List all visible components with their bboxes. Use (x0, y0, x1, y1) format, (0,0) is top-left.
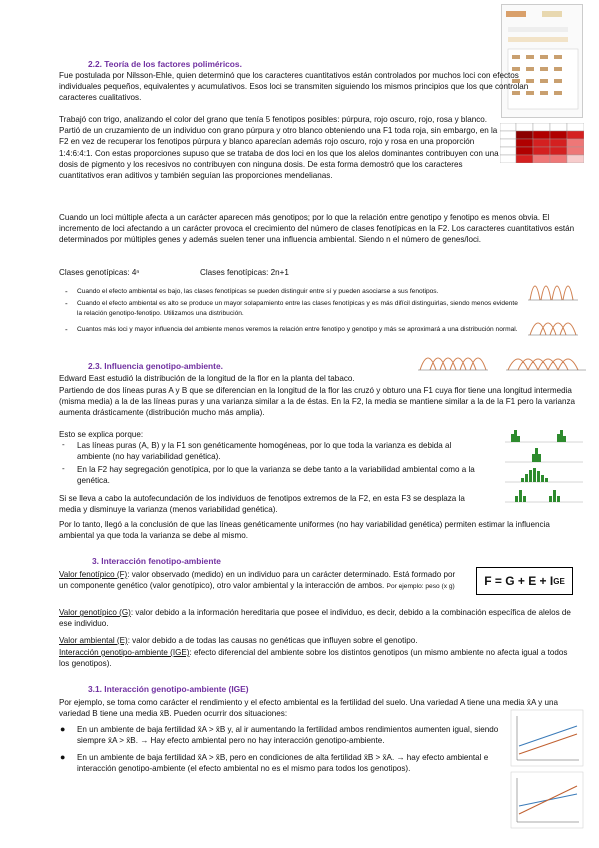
bullet-high-environment: Cuando el efecto ambiental es alto se produce un mayor solapamiento entre las clases fenotípicas y es más difícil distinguirlas, siendo menos evidente la relación genotipo-fenotipo. Utilizamos una distribución. (77, 300, 518, 317)
curves-svg-1 (528, 270, 578, 302)
distribution-curves-figure-1 (528, 270, 578, 302)
example-weight: Por ejemplo: peso (x g) (386, 583, 455, 591)
def-text-e: : valor debido a de todas las causas no genéticas que influyen sobre el genotipo. (127, 636, 418, 645)
def-text-f: : valor observado (medido) en un individuo para un carácter determinado. Está formado por un componente genético (valor genotípico), otro valor ambiental y la interacción de ambos. (59, 570, 456, 591)
def-term-f: Valor fenotípico (F) (59, 570, 128, 579)
bullet-dot: ● (60, 752, 66, 762)
bullet-dash: - (65, 299, 68, 308)
curves-svg-2 (528, 305, 578, 337)
def-term-g: Valor genotípico (G) (59, 608, 131, 617)
def-term-ige: Interacción genotipo-ambiente (IGE) (59, 648, 190, 657)
section-heading-3: 3. Interacción fenotipo-ambiente (92, 556, 221, 566)
def-term-e: Valor ambiental (E) (59, 636, 128, 645)
formula-main: F = G + E + I (484, 574, 554, 588)
paragraph-trigo: Trabajó con trigo, analizando el color del grano que tenía 5 fenotipos posibles: púrpura, rojo oscuro, rojo, rosa y blanco. Partió de un cruzamiento de un individuo con grano púrpura y otro blanco obteniendo una F1 toda roja, sin embargo, en la F2 en vez de recuperar los fenotipos púrpura y blanco aparecían además rojo oscuro, rojo y rosa en una proporción 1:4:6:4:1. Con estas proporciones supuso que se trataba de dos loci en los que los alelos dominantes contribuyen con una dosis de pigmento y los recesivos no contribuyen con ninguna dosis. De esta forma demostró que los caracteres cuantitativos eran aditivos y también seguían las proporciones mendelianas. (59, 115, 499, 181)
paragraph-explica: Esto se explica porque: (59, 430, 144, 439)
bullet-dot: ● (60, 724, 66, 734)
bullet-interaction: En un ambiente de baja fertilidad x̄A > x̄B, pero en condiciones de alta fertilidad x̄B > x̄A. → hay efecto ambiental e interacción genotipo-ambiente (el efecto ambiental no es el mismo para todos los genotipos). (77, 753, 489, 774)
formula-subscript: GE (553, 576, 565, 586)
bullet-dash: - (65, 287, 68, 296)
paragraph-lineas-puras: Partiendo de dos líneas puras A y B que se diferencian en la longitud de la flor las cruzó y obturo una F1 cuya flor tiene una longitud intermedia (misma media) a la de las líneas puras y una varianza similar a la de éstas. En la F2, la media se mantiene similar a la de la F1 pero la varianza aumenta drásticamente (distribución mucho más amplia). (59, 386, 575, 418)
paragraph-loci: Cuando un loci múltiple afecta a un carácter aparecen más genotipos; por lo que la relación entre genotipo y fenotipo es menos obvia. El incremento de loci afectando a un carácter provoca el crecimiento del número de clases fenotípicas en la F2. Los caracteres cuantitativos están determinados por múltiples genes y además suelen tener una influencia ambiental. Siendo n el número de genes/loci. (59, 213, 575, 245)
def-text-g: : valor debido a la información hereditaria que posee el individuo, es decir, debido a la combinación específica de alelos de ese individuo. (59, 608, 571, 629)
punnett-grid-svg (500, 123, 584, 163)
paragraph-nilsson: Fue postulada por Nilsson-Ehle, quien determinó que los caracteres cuantitativos están controlados por muchos loci con efectos individuales pequeños, equivalentes y acumulativos. Esos loci se transmiten siguiendo los mismos principios que los que controlan caracteres cualitativos. (59, 71, 529, 103)
section-heading-2-2: 2.2. Teoría de los factores poliméricos. (88, 59, 242, 69)
genotypic-classes: Clases genotípicas: 4ⁿ (59, 268, 140, 277)
punnett-grid-figure (500, 123, 584, 163)
def-interaction (59, 647, 579, 669)
bullet-dash: - (62, 440, 65, 449)
def-text-ige: : efecto diferencial del ambiente sobre los distintos genotipos (un mismo ambiente no afecta igual a todos los genotipos). (59, 648, 568, 669)
paragraph-conclusion: Por lo tanto, llegó a la conclusión de que las líneas genéticamente uniformes (no hay variabilidad genética) permiten estimar la influencia ambiental ya que toda la varianza se debe al mismo. (59, 520, 550, 541)
interaction-plots-svg (507, 706, 587, 834)
paragraph-fertilidad: Por ejemplo, se toma como carácter el rendimiento y el efecto ambiental es la fertilidad del suelo. Una variedad A tiene una media x̄A y una variedad B tiene una media x̄B. Pueden ocurrir dos situaciones: (59, 698, 558, 719)
bullet-no-interaction: En un ambiente de baja fertilidad x̄A > x̄B y, al ir aumentando la fertilidad ambos rendimientos aumenten igual, siendo siempre x̄A > x̄B. → Hay efecto ambiental pero no hay interacción genotipo-ambiente. (77, 725, 499, 746)
bullet-dash: - (65, 325, 68, 334)
bullet-low-environment: Cuando el efecto ambiental es bajo, las clases fenotípicas se pueden distinguir entre sí y pueden asociarse a sus fenotipos. (77, 288, 439, 295)
phenotypic-classes: Clases fenotípicas: 2n+1 (200, 268, 289, 277)
formula-box (476, 567, 573, 595)
paragraph-east: Edward East estudió la distribución de la longitud de la flor en la planta del tabaco. (59, 374, 355, 383)
bullet-dash: - (62, 464, 65, 473)
def-environmental-value (59, 635, 579, 646)
bullet-f2: En la F2 hay segregación genotípica, por lo que la varianza se debe tanto a la variabilidad ambiental como a la genética. (77, 465, 475, 486)
distribution-curves-figure-2 (528, 305, 578, 337)
bullet-more-loci: Cuantos más loci y mayor influencia del ambiente menos veremos la relación entre fenotipo y genotipo y más se aproximará a una distribución normal. (77, 326, 518, 333)
tobacco-histograms-figure (485, 424, 585, 516)
interaction-plots-figure (507, 706, 587, 834)
def-phenotypic-value (59, 569, 459, 592)
bullet-pure-lines: Las líneas puras (A, B) y la F1 son genéticamente homogéneas, por lo que toda la varianza es debida al ambiente (no hay variabilidad genética). (77, 441, 452, 462)
def-genotypic-value (59, 607, 579, 629)
paragraph-autofecundacion: Si se lleva a cabo la autofecundación de los individuos de fenotipos extremos de la F2, en esta F3 se desplaza la media y disminuye la varianza (menos variabilidad genética). (59, 494, 465, 515)
section-heading-3-1: 3.1. Interacción genotipo-ambiente (IGE) (88, 684, 249, 694)
histograms-svg (485, 424, 585, 516)
section-heading-2-3: 2.3. Influencia genotipo-ambiente. (88, 361, 223, 371)
